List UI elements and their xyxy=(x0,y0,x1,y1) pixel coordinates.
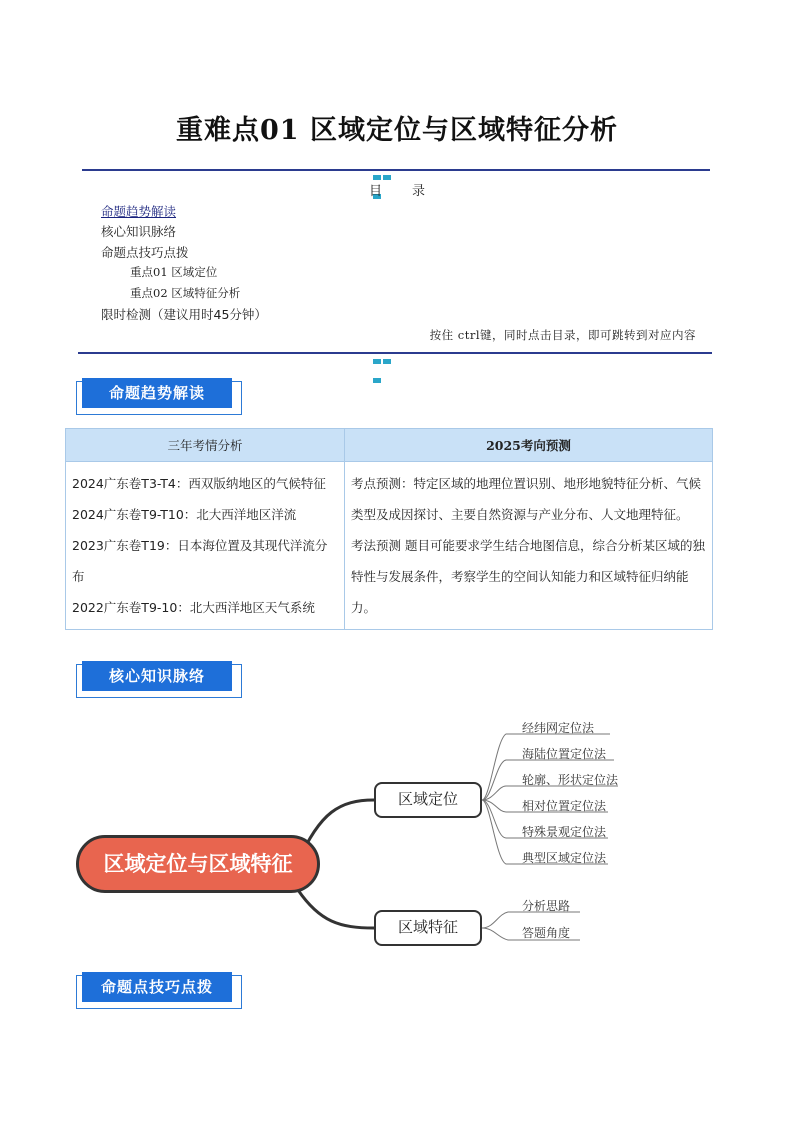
table-header-row xyxy=(66,429,713,462)
toc-item-knowledge[interactable]: 核心知识脉络 xyxy=(101,224,177,239)
history-item: 2024广东卷T9-T10：北大西洋地区洋流 xyxy=(72,507,297,522)
history-item: 2023广东卷T19：日本海位置及其现代洋流分布 xyxy=(72,538,328,584)
trend-table xyxy=(65,428,713,630)
toc-note: 按住 ctrl键，同时点击目录，即可跳转到对应内容 xyxy=(429,328,696,342)
section-banner-tips xyxy=(76,972,244,1010)
history-item: 2022广东卷T9-10：北大西洋地区天气系统 xyxy=(72,600,315,615)
toc-item-trend[interactable]: 命题趋势解读 xyxy=(101,204,177,219)
forecast-item: 考法预测 题目可能要求学生结合地图信息，综合分析某区域的独特性与发展条件，考察学生的空间认知能力和区域特征归纳能力。 xyxy=(351,538,705,615)
table-header-right: 2025考向预测 xyxy=(345,429,713,462)
mindmap-leaf: 特殊景观定位法 xyxy=(522,825,607,839)
mindmap-leaf: 答题角度 xyxy=(522,926,571,940)
toc-item-test[interactable]: 限时检测（建议用时45分钟） xyxy=(101,307,267,322)
banner-label: 命题点技巧点拨 xyxy=(82,972,232,1002)
toc-heading: 目录 xyxy=(368,184,455,199)
banner-label: 命题趋势解读 xyxy=(82,378,232,408)
forecast-item: 考点预测：特定区域的地理位置识别、地形地貌特征分析、气候类型及成因探讨、主要自然资源与产业分布、人文地理特征。 xyxy=(351,476,702,522)
mindmap-leaf: 典型区域定位法 xyxy=(522,851,607,865)
divider-ornament xyxy=(373,165,401,172)
table-cell-history xyxy=(66,462,345,630)
section-banner-trend xyxy=(76,378,244,416)
mindmap-leaf: 轮廓、形状定位法 xyxy=(522,773,619,787)
mindmap-leaf: 经纬网定位法 xyxy=(522,721,595,735)
page-title: 重难点01 区域定位与区域特征分析 xyxy=(176,115,618,146)
mindmap-leaf: 分析思路 xyxy=(522,899,571,913)
toc-item-tips[interactable]: 命题点技巧点拨 xyxy=(101,245,189,260)
section-banner-knowledge xyxy=(76,661,244,699)
divider-ornament xyxy=(373,349,401,356)
history-item: 2024广东卷T3-T4：西双版纳地区的气候特征 xyxy=(72,476,326,491)
toc-item-key02[interactable]: 重点02 区域特征分析 xyxy=(130,286,241,300)
toc-item-key01[interactable]: 重点01 区域定位 xyxy=(130,265,218,279)
banner-label: 核心知识脉络 xyxy=(82,661,232,691)
table-cell-forecast xyxy=(345,462,713,630)
table-header-left: 三年考情分析 xyxy=(66,429,345,462)
mindmap-leaf: 相对位置定位法 xyxy=(522,799,607,813)
mindmap-leaf: 海陆位置定位法 xyxy=(522,747,607,761)
mindmap-root: 区域定位与区域特征 xyxy=(76,835,320,893)
table-row xyxy=(66,462,713,630)
mindmap-branch-location: 区域定位 xyxy=(374,782,482,818)
mindmap-branch-feature: 区域特征 xyxy=(374,910,482,946)
